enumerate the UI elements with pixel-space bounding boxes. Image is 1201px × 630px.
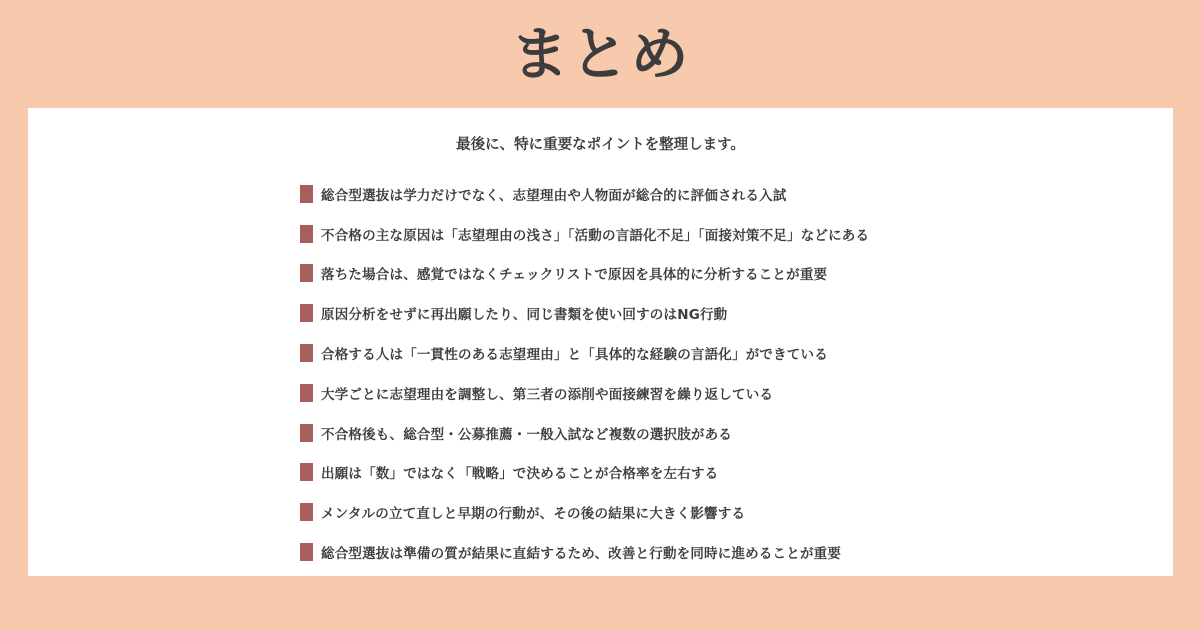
bullet-marker-icon [300,344,313,362]
list-item-text: 落ちた場合は、感覚ではなくチェックリストで原因を具体的に分析することが重要 [321,267,828,284]
list-item [300,174,869,214]
list-item [300,254,869,294]
page-title: まとめ [510,20,691,88]
list-item [300,413,869,453]
list-item-text: 総合型選抜は学力だけでなく、志望理由や人物面が総合的に評価される入試 [321,187,787,204]
bullet-marker-icon [300,543,313,561]
list-item-text: 出願は「数」ではなく「戦略」で決めることが合格率を左右する [321,466,719,483]
intro-text: 最後に、特に重要なポイントを整理します。 [456,137,745,153]
list-item-text: 不合格後も、総合型・公募推薦・一般入試など複数の選択肢がある [321,426,732,443]
summary-list [300,174,869,572]
list-item [300,373,869,413]
bullet-marker-icon [300,185,313,203]
summary-panel [28,108,1173,576]
bullet-marker-icon [300,463,313,481]
list-item-text: メンタルの立て直しと早期の行動が、その後の結果に大きく影響する [321,506,746,523]
list-item-text: 大学ごとに志望理由を調整し、第三者の添削や面接練習を繰り返している [321,386,774,403]
list-item-text: 不合格の主な原因は「志望理由の浅さ」「活動の言語化不足」「面接対策不足」などにある [321,227,870,244]
list-item [300,532,869,572]
bullet-marker-icon [300,304,313,322]
list-item [300,453,869,493]
list-item-text: 総合型選抜は準備の質が結果に直結するため、改善と行動を同時に進めることが重要 [321,546,842,563]
bullet-marker-icon [300,503,313,521]
bullet-marker-icon [300,384,313,402]
list-item [300,214,869,254]
bullet-marker-icon [300,264,313,282]
list-item-text: 合格する人は「一貫性のある志望理由」と「具体的な経験の言語化」ができている [321,347,828,364]
list-item [300,293,869,333]
list-item [300,492,869,532]
list-item [300,333,869,373]
bullet-marker-icon [300,225,313,243]
list-item-text: 原因分析をせずに再出願したり、同じ書類を使い回すのはNG行動 [321,307,728,324]
bullet-marker-icon [300,424,313,442]
